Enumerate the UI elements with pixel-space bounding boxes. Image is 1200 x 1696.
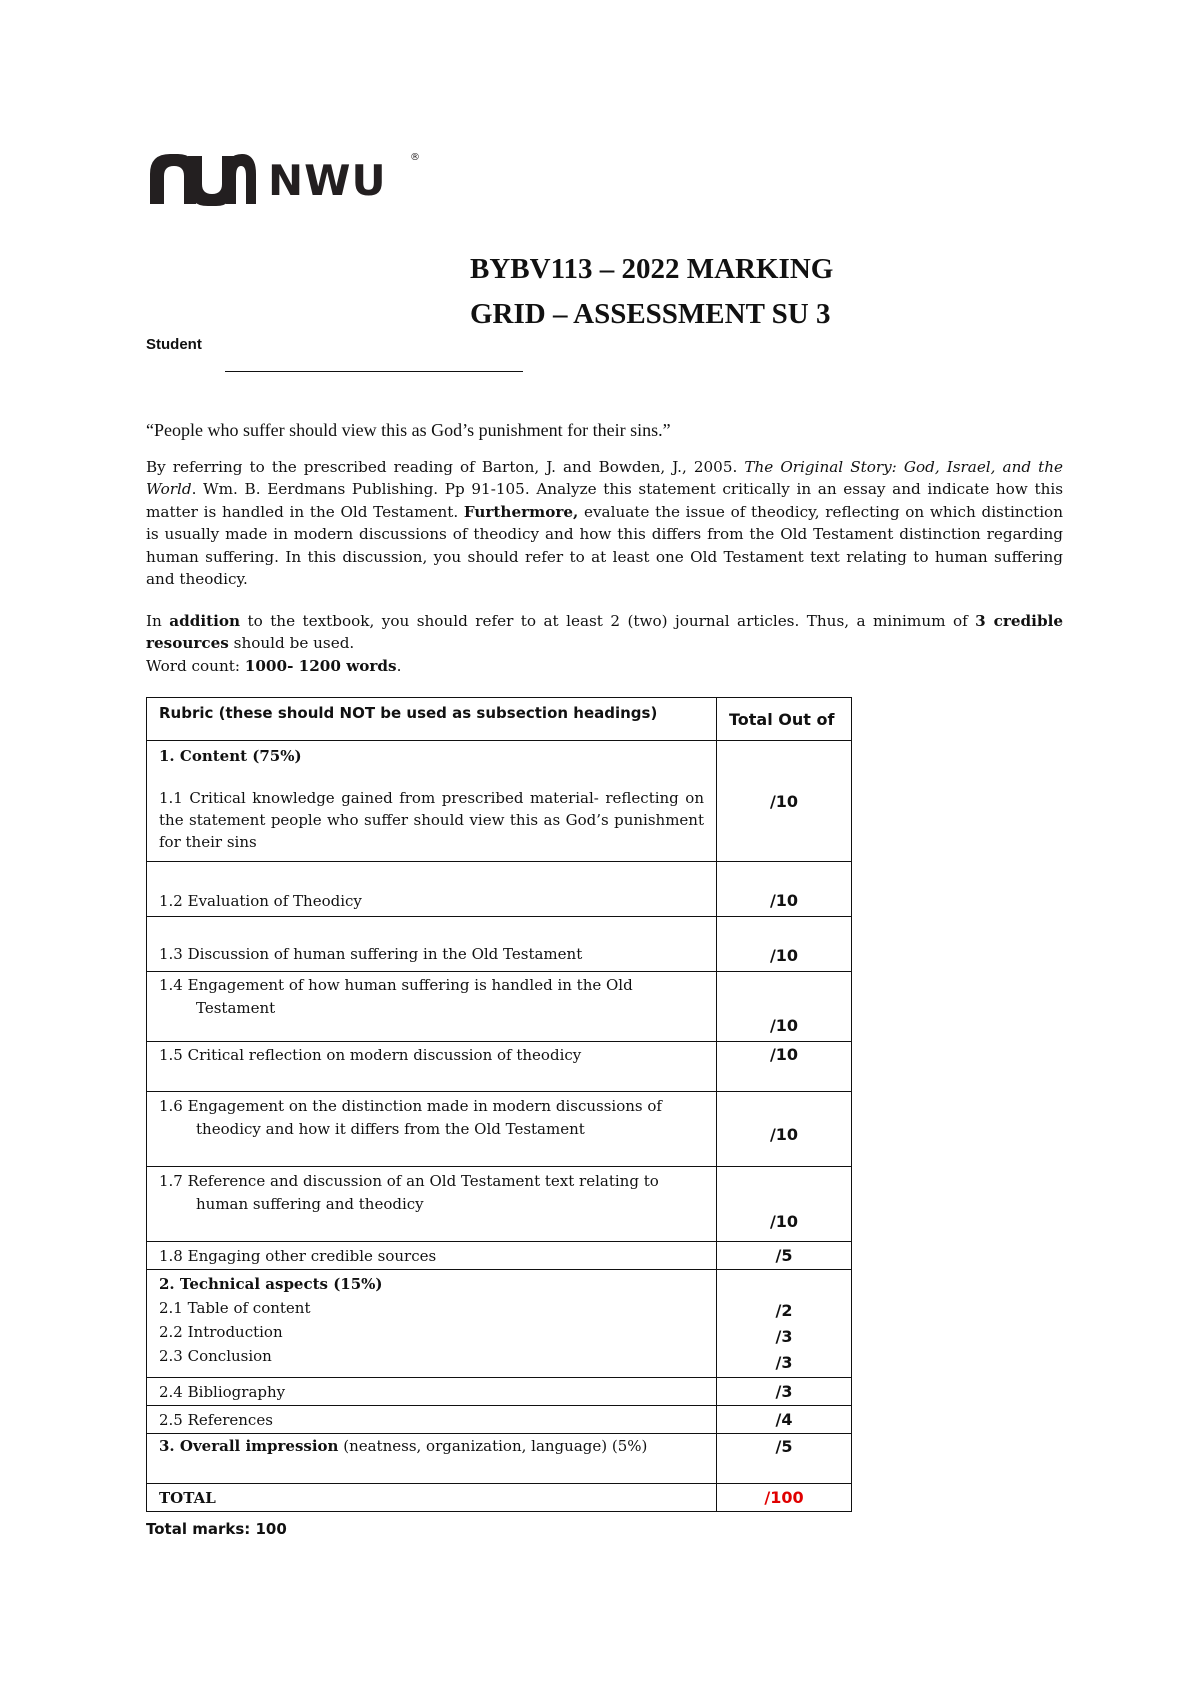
registered-mark: ®: [410, 152, 420, 163]
instr-text: to the textbook, you should refer to at least 2 (two) journal articles. Thus, a minimum of: [240, 612, 976, 630]
score-1-1: /10: [717, 741, 852, 862]
score-1-6: /10: [717, 1092, 852, 1167]
score-2-2: /3: [775, 1327, 793, 1346]
table-row: [147, 862, 852, 917]
instr-emphasis: Furthermore,: [463, 502, 579, 521]
technical-section-heading: 2. Technical aspects (15%): [159, 1275, 383, 1293]
essay-statement-quote: “People who suffer should view this as God’s punishment for their sins.”: [146, 420, 671, 440]
overall-impression-heading: 3. Overall impression: [159, 1437, 339, 1455]
total-score: /100: [717, 1484, 852, 1512]
table-row: [147, 1167, 852, 1242]
word-count-label: Word count:: [146, 656, 245, 675]
instr-text: In: [146, 612, 170, 630]
table-row: [147, 1434, 852, 1484]
rubric-item-1-8: 1.8 Engaging other credible sources: [147, 1242, 717, 1270]
table-row: [147, 741, 852, 862]
rubric-item-1-6-line1: 1.6 Engagement on the distinction made in modern discussions of: [159, 1097, 662, 1115]
rubric-item-2-2: 2.2 Introduction: [159, 1323, 283, 1341]
rubric-item-1-6: [147, 1092, 717, 1167]
table-row: [147, 1406, 852, 1434]
score-1-4: /10: [717, 972, 852, 1042]
score-1-2: /10: [717, 862, 852, 917]
word-count-value: 1000- 1200 words: [244, 656, 397, 675]
total-label: TOTAL: [147, 1484, 717, 1512]
instr-text: should be used.: [228, 634, 355, 653]
document-title-line1: BYBV113 – 2022 MARKING: [470, 253, 834, 285]
table-row: [147, 972, 852, 1042]
score-2-3: /3: [775, 1353, 793, 1372]
word-count-line: [146, 655, 1063, 677]
rubric-header: Rubric (these should NOT be used as subsection headings): [147, 698, 717, 741]
instructions-paragraph-2: [146, 610, 1063, 677]
student-name-line: [225, 371, 523, 372]
table-row: [147, 1042, 852, 1092]
score-1-7: /10: [717, 1167, 852, 1242]
rubric-item-1-3: 1.3 Discussion of human suffering in the Old Testament: [147, 917, 717, 972]
rubric-item-1-4-line1: 1.4 Engagement of how human suffering is handled in the Old: [159, 976, 633, 994]
instructions-paragraph-1: [146, 456, 1063, 590]
document-title-line2: GRID – ASSESSMENT SU 3: [470, 298, 831, 330]
technical-scores: [717, 1270, 852, 1378]
table-row: [147, 917, 852, 972]
rubric-item-1-7-line2: human suffering and theodicy: [196, 1195, 424, 1213]
table-row: [147, 1378, 852, 1406]
rubric-item-2-5: 2.5 References: [147, 1406, 717, 1434]
rubric-item-1-5: 1.5 Critical reflection on modern discussion of theodicy: [147, 1042, 717, 1092]
score-1-5: /10: [717, 1042, 852, 1092]
total-out-of-header: Total Out of: [717, 698, 852, 741]
table-row: [147, 1242, 852, 1270]
rubric-item-1-1: 1.1 Critical knowledge gained from prescribed material- reflecting on the statement people who suffer should view this as God’s punishment for their sins: [159, 789, 704, 851]
rubric-item-1-7-line1: 1.7 Reference and discussion of an Old Testament text relating to: [159, 1172, 659, 1190]
spacer: [159, 765, 704, 787]
rubric-item-1-7: [147, 1167, 717, 1242]
total-marks: Total marks: 100: [146, 1520, 287, 1538]
instr-text: evaluate the issue of theodicy, reflecting on which distinction is usually made in modern discussions of theodicy and how this differs from the Old Testament distinction regarding human suffering. In this discussion, you should refer to at least one Old Testament text relating to human suffering and theodicy.: [146, 502, 1063, 589]
logo-text: NWU: [268, 156, 387, 205]
score-2-1: /2: [775, 1301, 793, 1320]
content-cell: [147, 741, 717, 862]
content-section-heading: 1. Content (75%): [159, 747, 302, 765]
instr-text: By referring to the prescribed reading of Barton, J. and Bowden, J., 2005.: [146, 458, 745, 476]
instr-emphasis: 3 credible resources: [146, 612, 1064, 653]
student-label: Student: [146, 336, 202, 353]
technical-cell: [147, 1270, 717, 1378]
score-1-3: /10: [717, 917, 852, 972]
score-3: /5: [717, 1434, 852, 1484]
table-row: [147, 1270, 852, 1378]
rubric-item-1-4-line2: Testament: [196, 999, 276, 1017]
table-header-row: [147, 698, 852, 741]
instr-text: . Wm. B. Eerdmans Publishing. Pp 91-105. Analyze this statement critically in an essay and indicate how this matter is handled in the Old Testament.: [146, 480, 1063, 521]
rubric-item-3: [147, 1434, 717, 1484]
book-title: The Original Story: God, Israel, and the World: [146, 458, 1063, 499]
table-row: [147, 1484, 852, 1512]
rubric-item-1-4: [147, 972, 717, 1042]
rubric-item-1-2: 1.2 Evaluation of Theodicy: [147, 862, 717, 917]
word-count-end: .: [396, 656, 402, 675]
score-2-4: /3: [717, 1378, 852, 1406]
instr-emphasis: addition: [169, 612, 241, 630]
nwu-logo-mark-icon: [148, 152, 258, 208]
score-2-5: /4: [717, 1406, 852, 1434]
overall-impression-detail: (neatness, organization, language) (5%): [338, 1437, 648, 1455]
rubric-item-2-3: 2.3 Conclusion: [159, 1347, 272, 1365]
rubric-item-2-1: 2.1 Table of content: [159, 1299, 311, 1317]
rubric-item-1-6-line2: theodicy and how it differs from the Old Testament: [196, 1120, 585, 1138]
score-1-8: /5: [717, 1242, 852, 1270]
nwu-logo: [148, 152, 438, 208]
table-row: [147, 1092, 852, 1167]
marking-rubric-table: [146, 697, 852, 1512]
rubric-item-2-4: 2.4 Bibliography: [147, 1378, 717, 1406]
